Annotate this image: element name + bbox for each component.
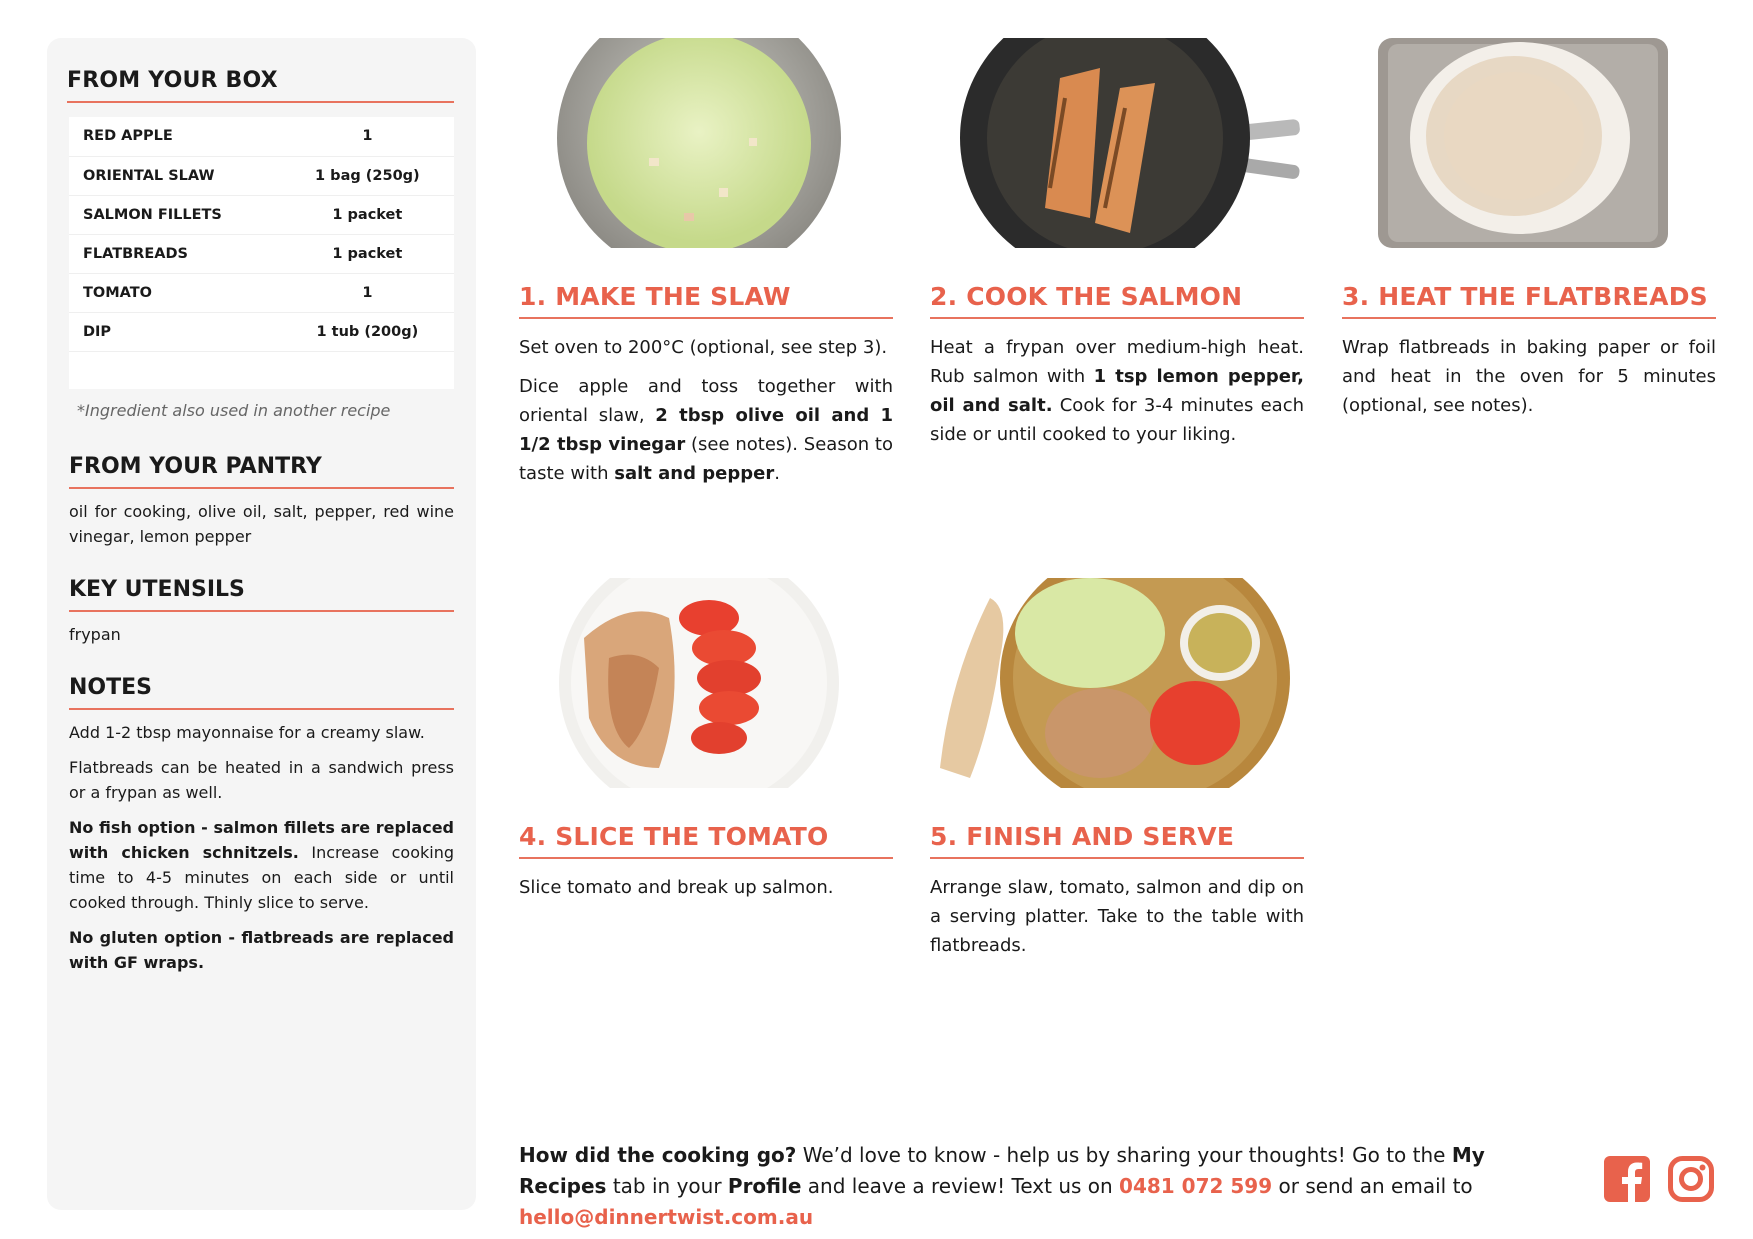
step-2-title: 2. COOK THE SALMON <box>930 282 1304 319</box>
ingredient-qty: 1 <box>281 273 454 312</box>
ingredient-name: ORIENTAL SLAW <box>69 156 281 195</box>
notes-heading: NOTES <box>69 675 454 710</box>
utensils-heading: KEY UTENSILS <box>69 577 454 612</box>
from-your-box-heading: FROM YOUR BOX <box>67 68 454 103</box>
serving-platter-photo <box>930 578 1304 788</box>
step-1-title: 1. MAKE THE SLAW <box>519 282 893 319</box>
utensils-text: frypan <box>69 625 121 644</box>
utensils-section <box>69 577 454 647</box>
ingredient-footnote: *Ingredient also used in another recipe <box>77 401 391 420</box>
pantry-section <box>69 454 454 549</box>
table-row <box>69 117 454 156</box>
phone-link[interactable]: 0481 072 599 <box>1119 1174 1273 1198</box>
table-row <box>69 234 454 273</box>
ingredient-name: SALMON FILLETS <box>69 195 281 234</box>
ingredient-name: FLATBREADS <box>69 234 281 273</box>
flatbread-tray-photo <box>1342 38 1716 248</box>
table-row <box>69 195 454 234</box>
step-4-text: Slice tomato and break up salmon. <box>519 877 834 898</box>
note-text: Flatbreads can be heated in a sandwich press or a frypan as well. <box>69 758 454 802</box>
step-3-title: 3. HEAT THE FLATBREADS <box>1342 282 1716 319</box>
ingredients-table <box>69 117 454 389</box>
step-4-title: 4. SLICE THE TOMATO <box>519 822 893 859</box>
ingredient-qty: 1 packet <box>281 234 454 273</box>
ingredient-name: RED APPLE <box>69 117 281 156</box>
step-1-text: Set oven to 200°C (optional, see step 3). <box>519 337 888 358</box>
ingredients-panel <box>47 38 476 1210</box>
ingredient-qty: 1 packet <box>281 195 454 234</box>
table-row <box>69 156 454 195</box>
tomato-salmon-plate-photo <box>519 578 893 788</box>
step-5 <box>930 578 1304 960</box>
ingredient-name: TOMATO <box>69 273 281 312</box>
pantry-text: oil for cooking, olive oil, salt, pepper, red wine vinegar, lemon pepper <box>69 502 454 546</box>
table-row <box>69 312 454 351</box>
notes-section <box>69 675 454 975</box>
step-2-text: Heat a frypan over medium-high heat. Rub salmon with 1 tsp lemon pepper, oil and salt. Cook for 3-4 minutes each side or until cooked to your liking. <box>930 337 1305 445</box>
step-4 <box>519 578 893 902</box>
note-text: Add 1-2 tbsp mayonnaise for a creamy slaw. <box>69 723 425 742</box>
step-3-text: Wrap flatbreads in baking paper or foil and heat in the oven for 5 minutes (optional, see notes). <box>1342 337 1716 416</box>
feedback-footer: How did the cooking go? We’d love to know - help us by sharing your thoughts! Go to the My Recipes tab in your Profile and leave a review! Text us on 0481 072 599 or send an email to hello@dinnertwist.com.au <box>519 1143 1485 1229</box>
ingredient-qty: 1 <box>281 117 454 156</box>
ingredient-name: DIP <box>69 312 281 351</box>
step-5-text: Arrange slaw, tomato, salmon and dip on a serving platter. Take to the table with flatbreads. <box>930 877 1304 956</box>
step-2 <box>930 38 1304 449</box>
step-3 <box>1342 38 1716 420</box>
ingredient-qty: 1 bag (250g) <box>281 156 454 195</box>
step-1-text: Dice apple and toss together with oriental slaw, 2 tbsp olive oil and 1 1/2 tbsp vinegar (see notes). Season to taste with salt and pepper. <box>519 376 893 484</box>
instagram-icon[interactable] <box>1668 1156 1714 1202</box>
pantry-heading: FROM YOUR PANTRY <box>69 454 454 489</box>
step-5-title: 5. FINISH AND SERVE <box>930 822 1304 859</box>
ingredient-qty: 1 tub (200g) <box>281 312 454 351</box>
table-row-empty <box>69 351 454 389</box>
step-1 <box>519 38 893 488</box>
facebook-icon[interactable] <box>1604 1156 1650 1202</box>
slaw-bowl-photo <box>519 38 893 248</box>
salmon-frypan-photo <box>930 38 1304 248</box>
note-text: No gluten option - flatbreads are replaced with GF wraps. <box>69 928 454 972</box>
table-row <box>69 273 454 312</box>
note-text: No fish option - salmon fillets are replaced with chicken schnitzels. Increase cooking time to 4-5 minutes on each side or until cooked through. Thinly slice to serve. <box>69 818 454 912</box>
email-link[interactable]: hello@dinnertwist.com.au <box>519 1205 814 1229</box>
